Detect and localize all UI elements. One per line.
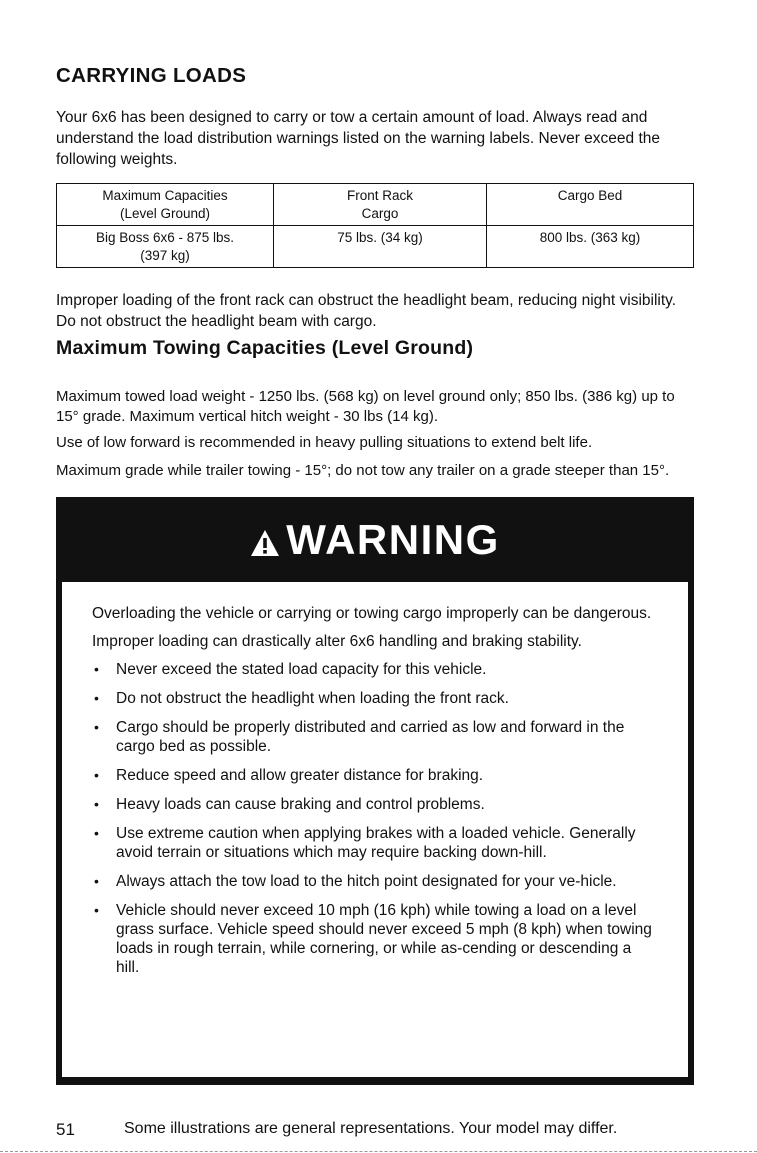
- list-item: • Never exceed the stated load capacity for this vehicle.: [94, 661, 487, 678]
- page-footer: [56, 1120, 686, 1140]
- warning-list: [92, 660, 658, 977]
- footer-note: Some illustrations are general representations. Your model may differ.: [124, 1120, 618, 1137]
- capacity-table: [56, 183, 694, 268]
- bottom-rule: [0, 1151, 757, 1152]
- table-header-cell: Front Rack Cargo: [274, 184, 487, 226]
- table-cell: Big Boss 6x6 - 875 lbs. (397 kg): [57, 226, 274, 268]
- table-row: [57, 226, 694, 268]
- list-item: • Use extreme caution when applying brakes with a loaded vehicle. Generally avoid terrain or situations which may require backing down-hill.: [94, 825, 636, 861]
- warning-paragraph: Overloading the vehicle or carrying or towing cargo improperly can be dangerous.: [92, 605, 652, 622]
- warning-body: [62, 582, 688, 1077]
- towing-paragraph: Use of low forward is recommended in heavy pulling situations to extend belt life.: [56, 434, 593, 451]
- towing-heading: Maximum Towing Capacities (Level Ground): [56, 337, 474, 359]
- list-item: • Cargo should be properly distributed and carried as low and forward in the cargo bed as possible.: [94, 719, 625, 755]
- warning-header: [56, 497, 694, 582]
- warning-paragraph: Improper loading can drastically alter 6x6 handling and braking stability.: [92, 633, 582, 650]
- warning-box: [56, 497, 694, 1085]
- table-cell: 75 lbs. (34 kg): [274, 226, 487, 268]
- towing-paragraph: Maximum towed load weight - 1250 lbs. (568 kg) on level ground only; 850 lbs. (386 kg) up to 15° grade. Maximum vertical hitch weight - 30 lbs (14 kg).: [56, 388, 675, 425]
- table-header-cell: Maximum Capacities (Level Ground): [57, 184, 274, 226]
- list-item: • Heavy loads can cause braking and control problems.: [94, 796, 485, 813]
- list-item: • Vehicle should never exceed 10 mph (16 kph) while towing a load on a level grass surface. Vehicle speed should never exceed 5 mph (8 kph) when towing loads in rough terrain, while cornering, or while as-cending or descending a hill.: [94, 902, 652, 976]
- intro-paragraph: Your 6x6 has been designed to carry or tow a certain amount of load. Always read and understand the load distribution warnings listed on the warning labels. Never exceed the following weights.: [56, 109, 661, 168]
- towing-paragraph: Maximum grade while trailer towing - 15°; do not tow any trailer on a grade steeper than 15°.: [56, 462, 670, 479]
- warning-triangle-icon: [250, 528, 280, 558]
- list-item: • Always attach the tow load to the hitch point designated for your ve-hicle.: [94, 873, 617, 890]
- loading-note: Improper loading of the front rack can obstruct the headlight beam, reducing night visibility. Do not obstruct the headlight beam with cargo.: [56, 292, 677, 330]
- page-number: 51: [56, 1120, 75, 1139]
- table-header-cell: Cargo Bed: [487, 184, 694, 226]
- section-heading: CARRYING LOADS: [56, 64, 247, 87]
- table-header-row: [57, 184, 694, 226]
- list-item: • Reduce speed and allow greater distance for braking.: [94, 767, 484, 784]
- list-item: • Do not obstruct the headlight when loading the front rack.: [94, 690, 509, 707]
- table-cell: 800 lbs. (363 kg): [487, 226, 694, 268]
- warning-title: WARNING: [286, 515, 500, 563]
